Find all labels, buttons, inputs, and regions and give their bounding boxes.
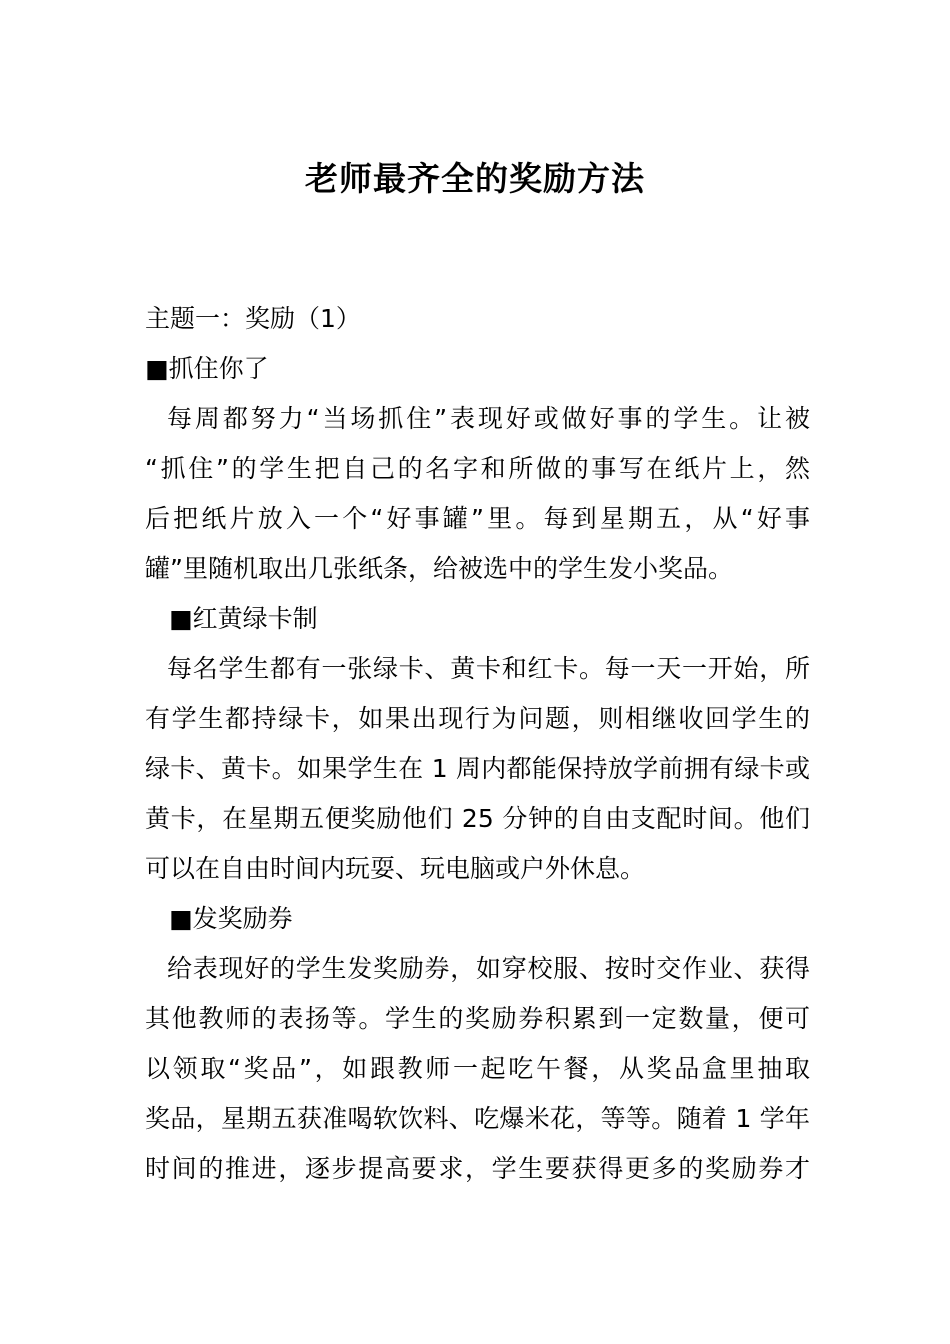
section-heading: 主题一：奖励（1） xyxy=(145,304,361,333)
paragraph-line: 后把纸片放入一个“好事罐”里。每到星期五，从“好事 xyxy=(145,504,810,533)
paragraph-line: 每周都努力“当场抓住”表现好或做好事的学生。让被 xyxy=(167,404,810,433)
paragraph-line: 奖品，星期五获准喝软饮料、吃爆米花，等等。随着 1 学年 xyxy=(145,1104,810,1133)
paragraph-line: 其他教师的表扬等。学生的奖励券积累到一定数量，便可 xyxy=(145,1004,810,1033)
paragraph-line: 有学生都持绿卡，如果出现行为问题，则相继收回学生的 xyxy=(145,704,810,733)
paragraph-line: 绿卡、黄卡。如果学生在 1 周内都能保持放学前拥有绿卡或 xyxy=(145,754,810,783)
subheading-catch-you: ■抓住你了 xyxy=(145,354,269,383)
paragraph-line: 黄卡，在星期五便奖励他们 25 分钟的自由支配时间。他们 xyxy=(145,804,810,833)
paragraph-line: 时间的推进，逐步提高要求，学生要获得更多的奖励券才 xyxy=(145,1154,810,1183)
subheading-reward-tickets: ■发奖励券 xyxy=(169,904,293,933)
paragraph-line: 每名学生都有一张绿卡、黄卡和红卡。每一天一开始，所 xyxy=(167,654,810,683)
paragraph-line: 罐”里随机取出几张纸条，给被选中的学生发小奖品。 xyxy=(145,554,733,583)
paragraph-line: 可以在自由时间内玩耍、玩电脑或户外休息。 xyxy=(145,854,646,883)
paragraph-line: “抓住”的学生把自己的名字和所做的事写在纸片上，然 xyxy=(145,454,810,483)
subheading-card-system: ■红黄绿卡制 xyxy=(169,604,318,633)
document-title: 老师最齐全的奖励方法 xyxy=(305,159,645,198)
paragraph-line: 给表现好的学生发奖励券，如穿校服、按时交作业、获得 xyxy=(167,954,810,983)
paragraph-line: 以领取“奖品”，如跟教师一起吃午餐，从奖品盒里抽取 xyxy=(145,1054,810,1083)
document-body xyxy=(145,294,810,1194)
